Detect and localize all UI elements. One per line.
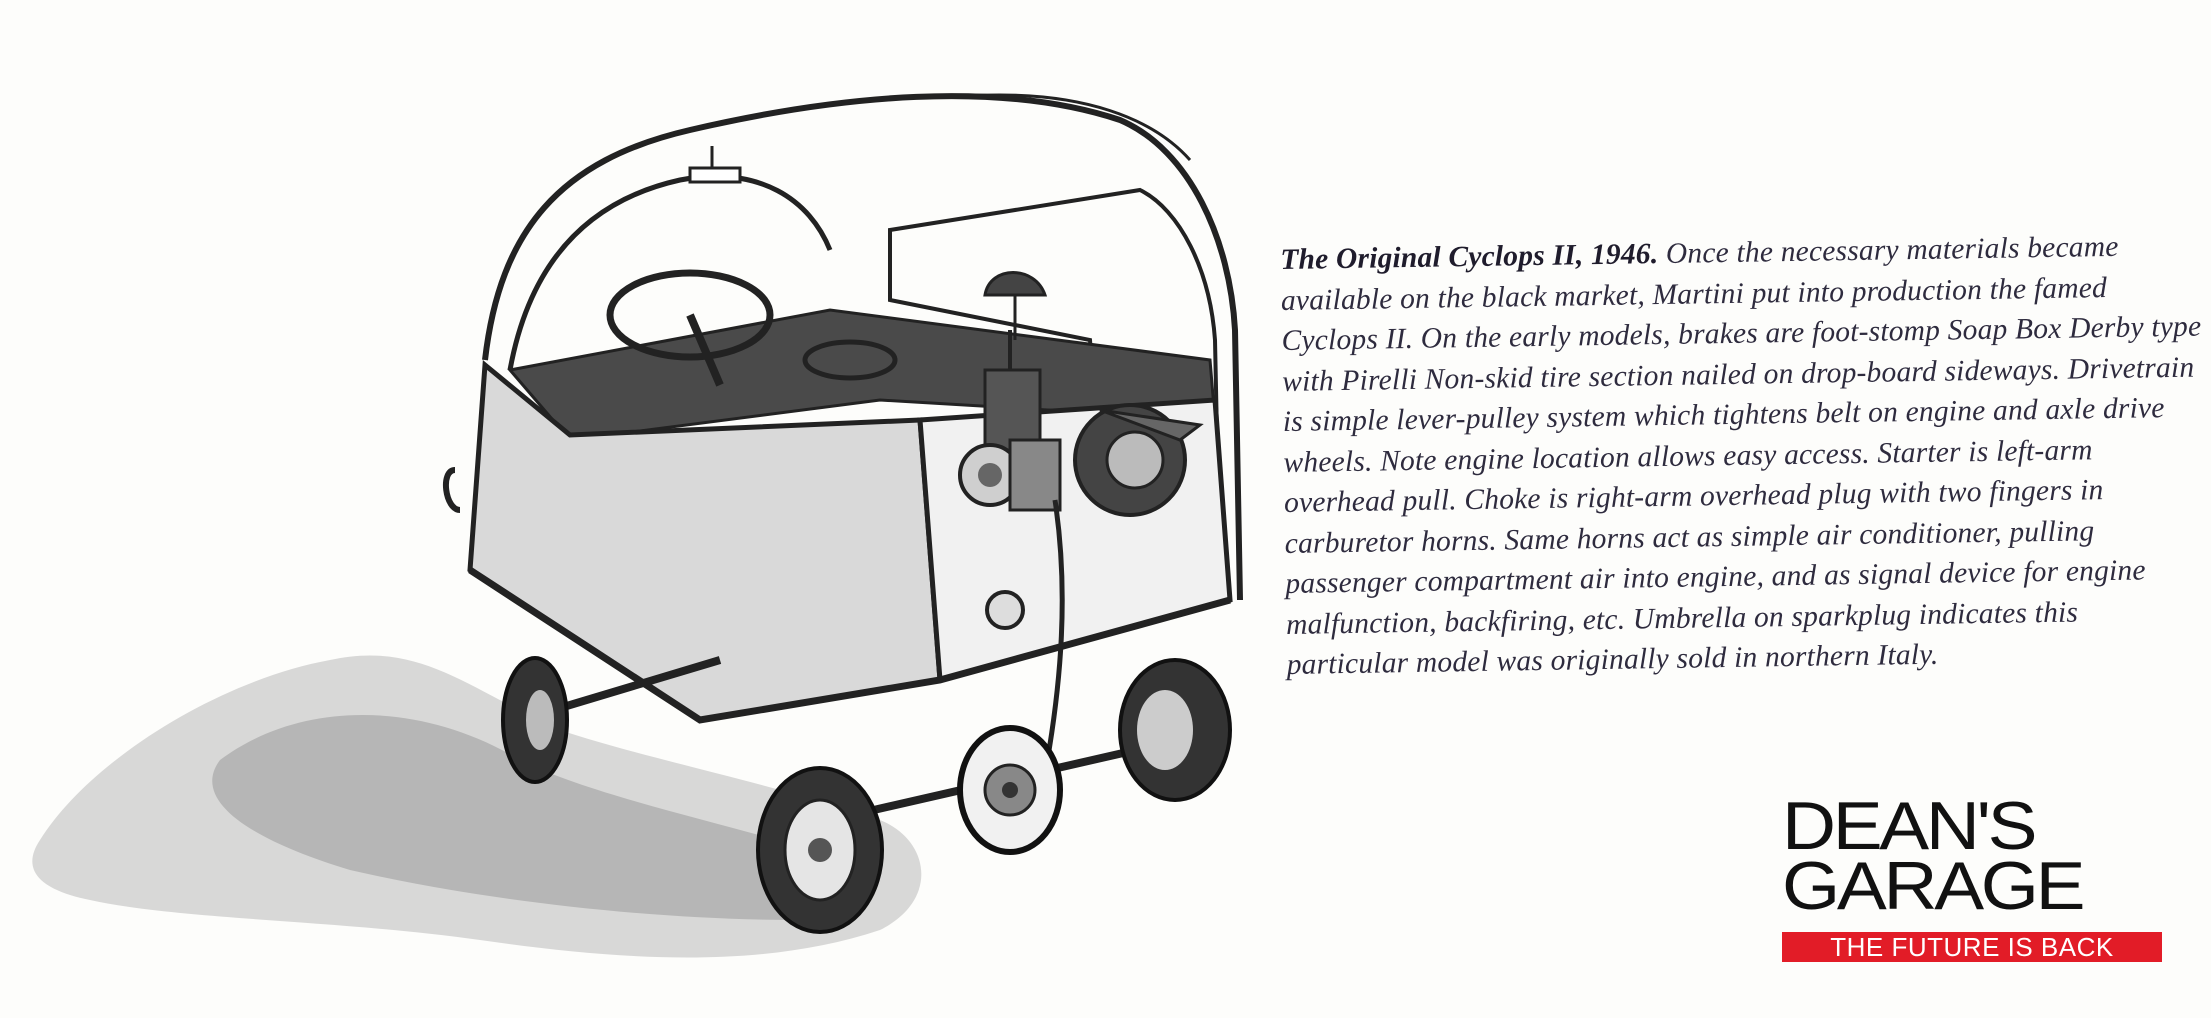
caption-lead: The Original Cyclops II, 1946. [1280,238,1659,276]
wheel-front-left [758,768,882,932]
tow-hook [446,470,460,510]
logo-line-2: GARAGE [1782,848,2083,924]
mirror [690,168,740,182]
canopy-top [690,95,1190,160]
logo-line-1: DEAN'S [1782,788,2035,864]
logo-tagline: THE FUTURE IS BACK [1782,932,2162,962]
cyclops-car-illustration [0,40,1270,960]
wheel-front-right [1120,660,1230,800]
deans-garage-logo [1782,788,2162,966]
caption-body: Once the necessary materials became available on the black market, Martini put into production the famed Cyclops II. On the early models, brakes are foot-stomp Soap Box Derby type with Pirelli Non-skid tire section nailed on drop-board sideways. Drivetrain is simple lever-pulley system which tightens belt on engine and axle drive wheels. Note engine location allows easy access. Starter is left-arm overhead pull. Choke is right-arm overhead plug with two fingers in carburetor horns. Same horns act as simple air conditioner, pulling passenger compartment air into engine, and as signal device for engine malfunction, backfiring, etc. Umbrella on sparkplug indicates this particular model was originally sold in northern Italy. [1280,230,2202,681]
wheel-rear-left [503,658,567,782]
caption-text [1280,226,2207,686]
pulley [987,592,1023,628]
drive-wheel [960,728,1060,852]
